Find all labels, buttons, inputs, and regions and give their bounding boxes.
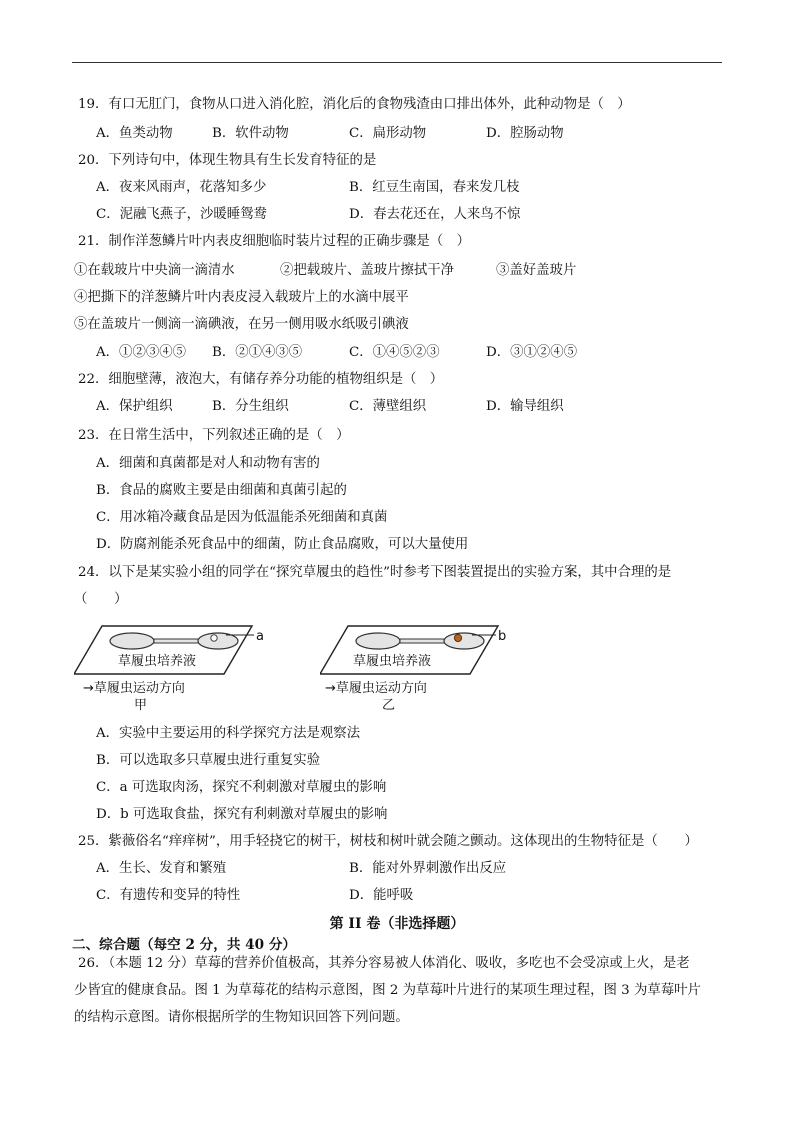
q25-option-d: D．能呼吸	[349, 888, 414, 903]
q22-option-c: C．薄壁组织	[349, 399, 427, 414]
q25-option-a: A．生长、发育和繁殖	[96, 861, 227, 876]
marker-a: a	[256, 629, 264, 644]
q24-stem-cont: （ ）	[74, 592, 128, 607]
q25-option-b: B．能对外界刺激作出反应	[349, 861, 507, 876]
q24-option-d: D．b 可选取食盐，探究有利刺激对草履虫的影响	[96, 807, 388, 822]
marker-b: b	[498, 629, 507, 644]
q21-step-4: ④把撕下的洋葱鳞片叶内表皮浸入载玻片上的水滴中展平	[74, 290, 409, 305]
q19-option-a: A．鱼类动物	[96, 126, 173, 141]
q20-option-c: C．泥融飞燕子，沙暖睡鸳鸯	[96, 207, 267, 222]
liquid-label-right: 草履虫培养液	[353, 654, 432, 669]
q26-line-1: 26．（本题 12 分）草莓的营养价值极高，其养分容易被人体消化、吸收，多吃也不会受凉或上火，是老	[78, 956, 690, 971]
q23-option-c: C．用冰箱冷藏食品是因为低温能杀死细菌和真菌	[96, 510, 388, 525]
q21-option-b: B．②①④③⑤	[212, 345, 303, 360]
q26-line-2: 少皆宜的健康食品。图 1 为草莓花的结构示意图，图 2 为草莓叶片进行的某项生理过程，图 3 为草莓叶片	[74, 983, 701, 998]
q21-stem: 21．制作洋葱鳞片叶内表皮细胞临时装片过程的正确步骤是（ ）	[78, 234, 470, 249]
q19-option-b: B．软件动物	[212, 126, 289, 141]
q24-option-b: B．可以选取多只草履虫进行重复实验	[96, 753, 321, 768]
q22-option-b: B．分生组织	[212, 399, 289, 414]
direction-left: →草履虫运动方向	[83, 681, 185, 696]
caption-yi: 乙	[382, 698, 396, 713]
q21-option-c: C．①④⑤②③	[349, 345, 440, 360]
q21-option-d: D．③①②④⑤	[486, 345, 578, 360]
liquid-label-left: 草履虫培养液	[118, 654, 197, 669]
q22-stem: 22．细胞壁薄，液泡大，有储存养分功能的植物组织是（ ）	[78, 372, 444, 387]
section-title: 第 II 卷（非选择题）	[329, 916, 465, 932]
q22-option-a: A．保护组织	[96, 399, 173, 414]
q22-option-d: D．输导组织	[486, 399, 564, 414]
q23-option-a: A．细菌和真菌都是对人和动物有害的	[96, 456, 320, 471]
header-rule	[72, 62, 722, 63]
q25-stem: 25．紫薇俗名“痒痒树”，用手轻挠它的树干，树枝和树叶就会随之颤动。这体现出的生物特征是（ ）	[78, 834, 698, 849]
q20-stem: 20．下列诗句中，体现生物具有生长发育特征的是	[78, 153, 377, 168]
q21-option-a: A．①②③④⑤	[96, 345, 187, 360]
q20-option-b: B．红豆生南国，春来发几枝	[349, 180, 520, 195]
q19-option-d: D．腔肠动物	[486, 126, 564, 141]
q19-stem: 19．有口无肛门，食物从口进入消化腔，消化后的食物残渣由口排出体外，此种动物是（ ）	[78, 97, 631, 112]
q20-option-a: A．夜来风雨声，花落知多少	[96, 180, 267, 195]
q24-option-c: C．a 可选取肉汤，探究不利刺激对草履虫的影响	[96, 780, 387, 795]
q23-option-d: D．防腐剂能杀死食品中的细菌，防止食品腐败，可以大量使用	[96, 537, 469, 552]
part-title: 二、综合题（每空 2 分，共 40 分）	[72, 937, 297, 953]
q21-step-1: ①在载玻片中央滴一滴清水	[74, 263, 235, 278]
q23-option-b: B．食品的腐败主要是由细菌和真菌引起的	[96, 483, 347, 498]
q21-step-2: ②把载玻片、盖玻片擦拭干净	[280, 263, 455, 278]
q19-option-c: C．扁形动物	[349, 126, 427, 141]
q25-option-c: C．有遗传和变异的特性	[96, 888, 241, 903]
q26-line-3: 的结构示意图。请你根据所学的生物知识回答下列问题。	[74, 1010, 409, 1025]
q24-option-a: A．实验中主要运用的科学探究方法是观察法	[96, 726, 361, 741]
caption-jia: 甲	[134, 698, 148, 713]
q24-stem: 24．以下是某实验小组的同学在“探究草履虫的趋性”时参考下图装置提出的实验方案，其中合理的是	[78, 565, 672, 580]
q20-option-d: D．春去花还在，人来鸟不惊	[349, 207, 521, 222]
q21-step-5: ⑤在盖玻片一侧滴一滴碘液，在另一侧用吸水纸吸引碘液	[74, 317, 409, 332]
direction-right: →草履虫运动方向	[325, 681, 427, 696]
q23-stem: 23．在日常生活中，下列叙述正确的是（ ）	[78, 428, 350, 443]
q21-step-3: ③盖好盖玻片	[496, 263, 577, 278]
